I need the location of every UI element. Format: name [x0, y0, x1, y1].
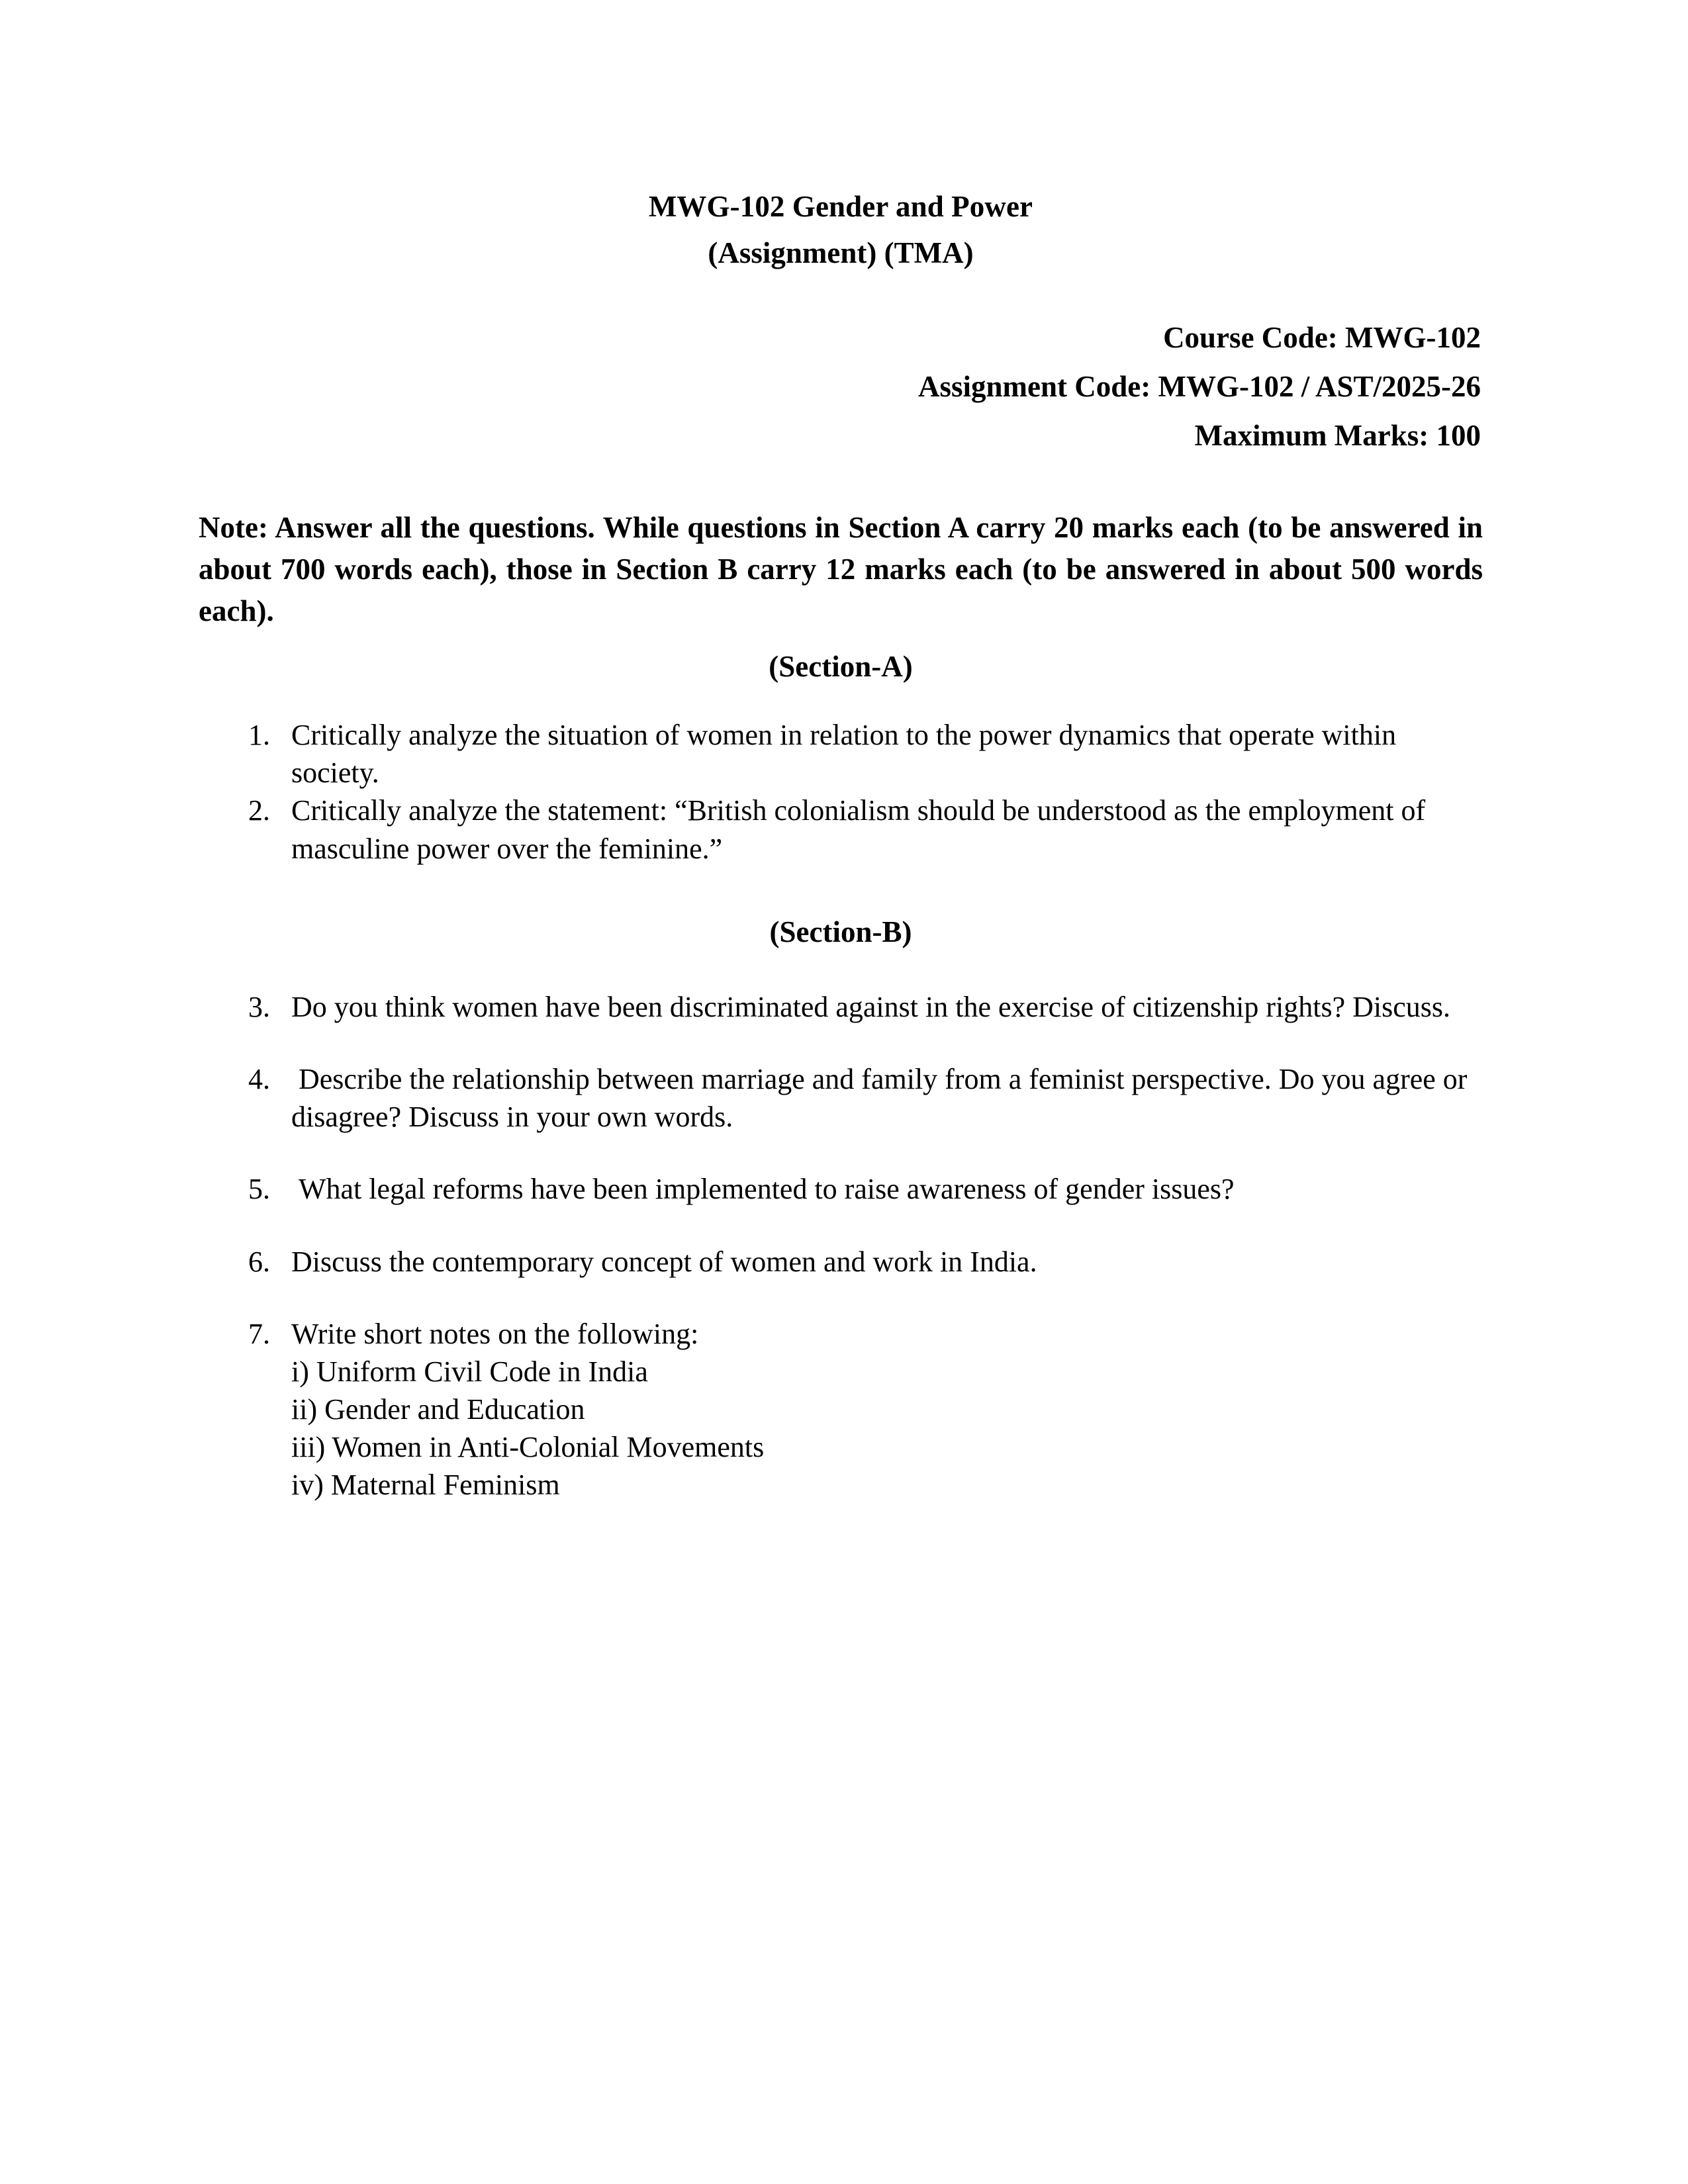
question-subitem: i) Uniform Civil Code in India [291, 1355, 648, 1388]
question-number: 3. [248, 990, 270, 1023]
question-item [199, 1060, 1483, 1136]
question-text: Discuss the contemporary concept of women and work in India. [291, 1245, 1037, 1278]
question-item [199, 1315, 1483, 1504]
question-text: Describe the relationship between marriage and family from a feminist perspective. Do you agree or disagree? Discuss in your own words. [291, 1062, 1475, 1134]
course-code: Course Code: MWG-102 [1163, 321, 1481, 354]
question-item [199, 988, 1483, 1026]
question-item [199, 792, 1483, 867]
question-item [199, 1170, 1483, 1208]
question-number: 7. [248, 1317, 270, 1350]
question-text: Critically analyze the statement: “British colonialism should be understood as the employment of masculine power over the feminine.” [291, 794, 1433, 865]
question-subitem: iv) Maternal Feminism [291, 1469, 560, 1502]
assignment-meta-block [199, 268, 1483, 451]
question-number: 4. [248, 1062, 270, 1095]
question-item [199, 716, 1483, 792]
question-text: Critically analyze the situation of women in relation to the power dynamics that operate within society. [291, 719, 1404, 790]
question-number: 1. [248, 719, 270, 751]
question-item [199, 1243, 1483, 1281]
assignment-code: Assignment Code: MWG-102 / AST/2025-26 [917, 370, 1481, 403]
question-subitem: ii) Gender and Education [291, 1393, 585, 1426]
section-a-question-list [199, 682, 1483, 868]
question-text: What legal reforms have been implemented to raise awareness of gender issues? [291, 1173, 1235, 1206]
question-subitem: iii) Women in Anti-Colonial Movements [291, 1431, 765, 1464]
document-title: MWG-102 Gender and Power [648, 190, 1033, 223]
section-b-question-list [199, 947, 1483, 1504]
maximum-marks: Maximum Marks: 100 [1194, 419, 1481, 452]
question-text: Write short notes on the following: [291, 1317, 699, 1350]
document-subtitle: (Assignment) (TMA) [708, 236, 974, 269]
section-b-heading: (Section-B) [769, 915, 912, 948]
section-a-heading: (Section-A) [769, 650, 913, 683]
question-text: Do you think women have been discriminated against in the exercise of citizenship rights? Discuss. [291, 990, 1450, 1023]
question-number: 2. [248, 794, 270, 827]
question-number: 6. [248, 1245, 270, 1278]
question-number: 5. [248, 1173, 270, 1206]
instructions-note: Note: Answer all the questions. While questions in Section A carry 20 marks each (to be answered in about 700 words each), those in Section B carry 12 marks each (to be answered in about 500 words each). [199, 511, 1483, 627]
page-content [199, 0, 1483, 1504]
question-subitem-list [291, 1353, 1483, 1504]
